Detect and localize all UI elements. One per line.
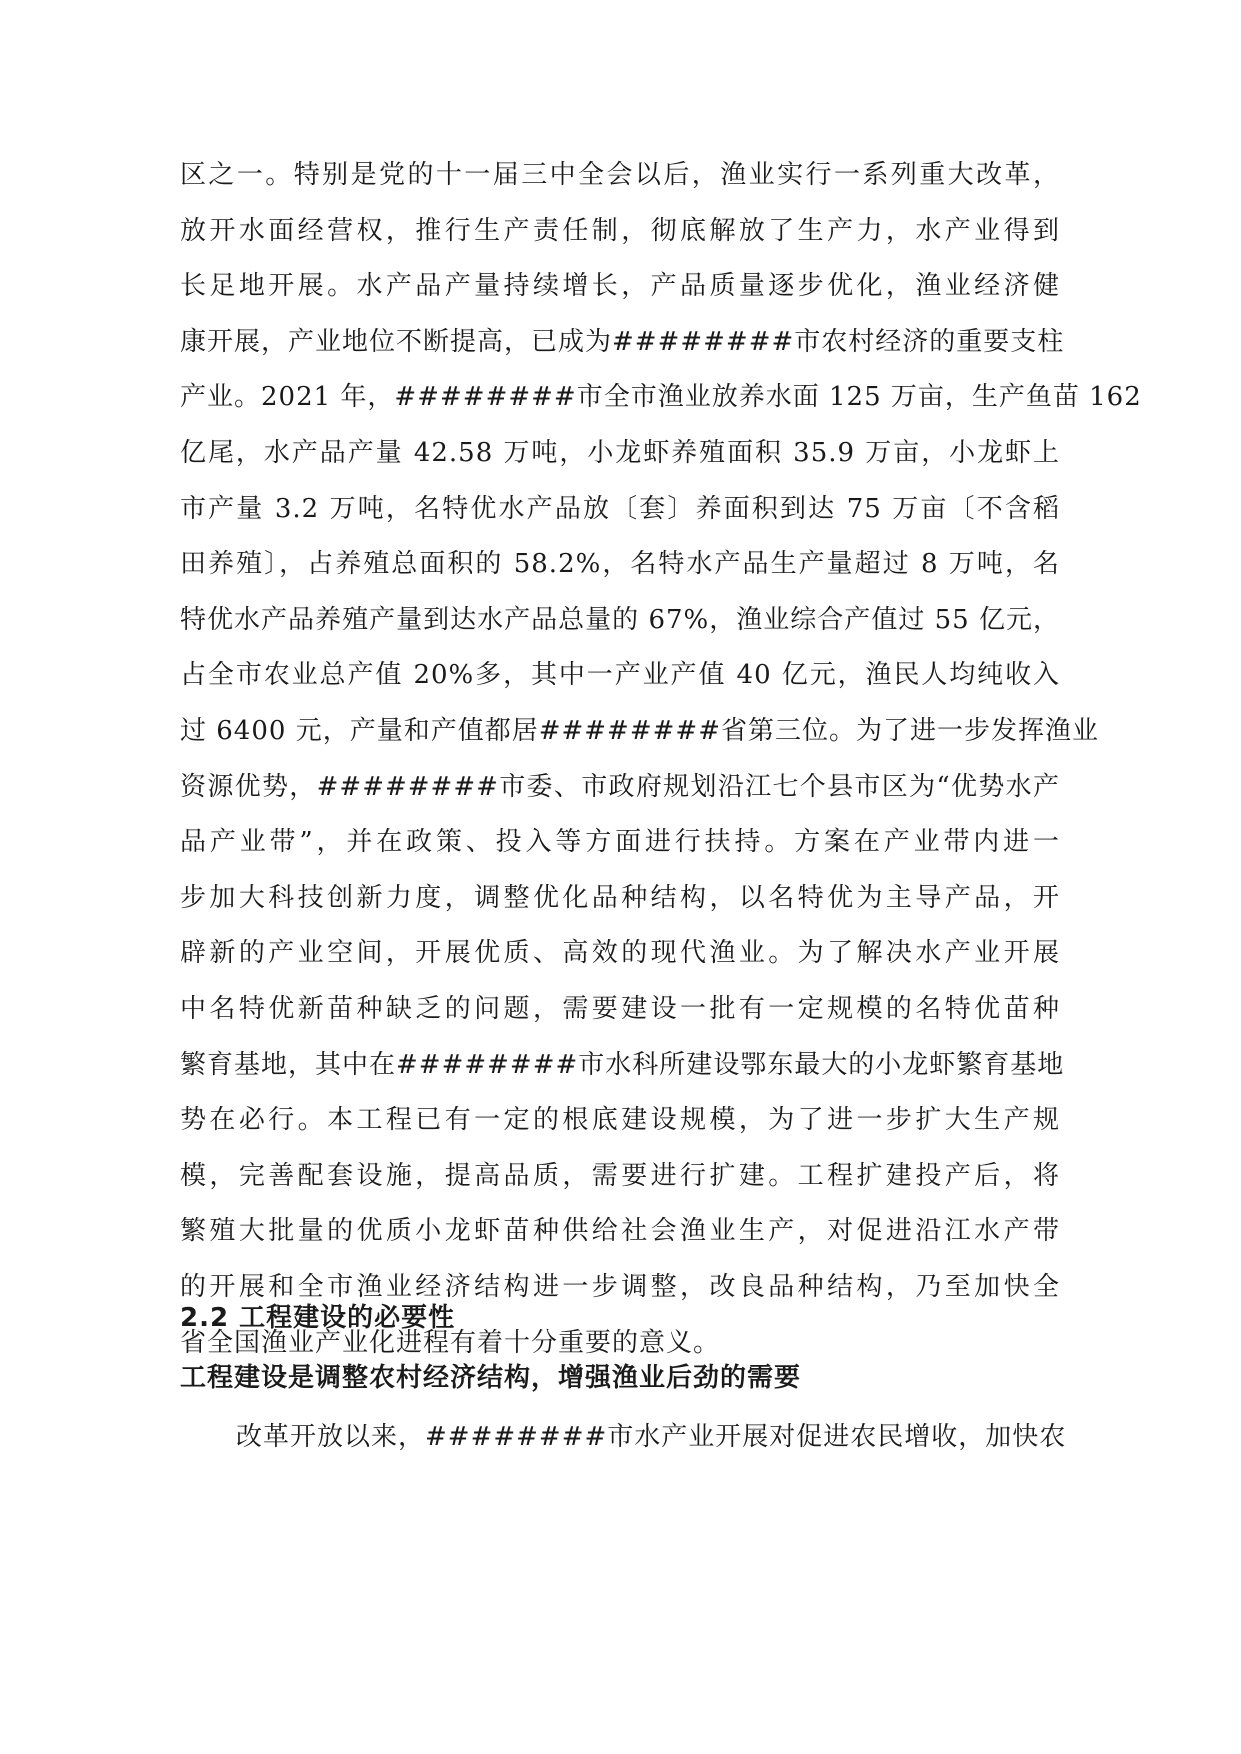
body-paragraph-line: 势在必行。本工程已有一定的根底建设规模，为了进一步扩大生产规 — [180, 1105, 1060, 1136]
body-paragraph-line: 产业。2021 年，########市全市渔业放养水面 125 万亩，生产鱼苗 162 — [180, 382, 1142, 413]
body-paragraph-line: 特优水产品养殖产量到达水产品总量的 67%，渔业综合产值过 55 亿元， — [180, 604, 1060, 635]
section-heading: 2.2 工程建设的必要性 — [180, 1303, 456, 1333]
body-paragraph-line: 康开展，产业地位不断提高，已成为########市农村经济的重要支柱 — [180, 326, 1065, 357]
body-paragraph-line: 步加大科技创新力度，调整优化品种结构，以名特优为主导产品，开 — [180, 882, 1060, 913]
body-paragraph-line: 资源优势，########市委、市政府规划沿江七个县市区为“优势水产 — [180, 771, 1060, 802]
body-paragraph-line: 改革开放以来，########市水产业开展对促进农民增收，加快农 — [236, 1422, 1067, 1452]
body-paragraph-line: 亿尾，水产品产量 42.58 万吨，小龙虾养殖面积 35.9 万亩，小龙虾上 — [180, 438, 1060, 468]
body-paragraph-line: 的开展和全市渔业经济结构进一步调整，改良品种结构，乃至加快全 — [180, 1272, 1060, 1302]
body-paragraph-line: 过 6400 元，产量和产值都居########省第三位。为了进一步发挥渔业 — [180, 716, 1099, 746]
body-paragraph-line: 模，完善配套设施，提高品质，需要进行扩建。工程扩建投产后，将 — [180, 1160, 1060, 1191]
body-paragraph-line: 田养殖〕，占养殖总面积的 58.2%，名特水产品生产量超过 8 万吨，名 — [180, 549, 1060, 580]
body-paragraph-line: 繁殖大批量的优质小龙虾苗种供给社会渔业生产，对促进沿江水产带 — [180, 1216, 1060, 1247]
subsection-heading: 工程建设是调整农村经济结构，增强渔业后劲的需要 — [180, 1363, 802, 1393]
body-paragraph-line: 辟新的产业空间，开展优质、高效的现代渔业。为了解决水产业开展 — [180, 938, 1060, 969]
body-paragraph-line: 市产量 3.2 万吨，名特优水产品放〔套〕养面积到达 75 万亩〔不含稻 — [180, 493, 1060, 524]
body-paragraph-line: 繁育基地，其中在########市水科所建设鄂东最大的小龙虾繁育基地 — [180, 1049, 1065, 1080]
body-paragraph-line: 长足地开展。水产品产量持续增长，产品质量逐步优化，渔业经济健 — [180, 271, 1060, 302]
body-paragraph-line: 放开水面经营权，推行生产责任制，彻底解放了生产力，水产业得到 — [180, 215, 1060, 246]
body-paragraph-line: 品产业带”，并在政策、投入等方面进行扶持。方案在产业带内进一 — [180, 827, 1060, 858]
body-paragraph-line: 区之一。特别是党的十一届三中全会以后，渔业实行一系列重大改革， — [180, 160, 1060, 190]
body-paragraph-line: 省全国渔业产业化进程有着十分重要的意义。 — [180, 1327, 721, 1358]
body-paragraph-line: 中名特优新苗种缺乏的问题，需要建设一批有一定规模的名特优苗种 — [180, 994, 1060, 1024]
body-paragraph-line: 占全市农业总产值 20%多，其中一产业产值 40 亿元，渔民人均纯收入 — [180, 660, 1060, 691]
